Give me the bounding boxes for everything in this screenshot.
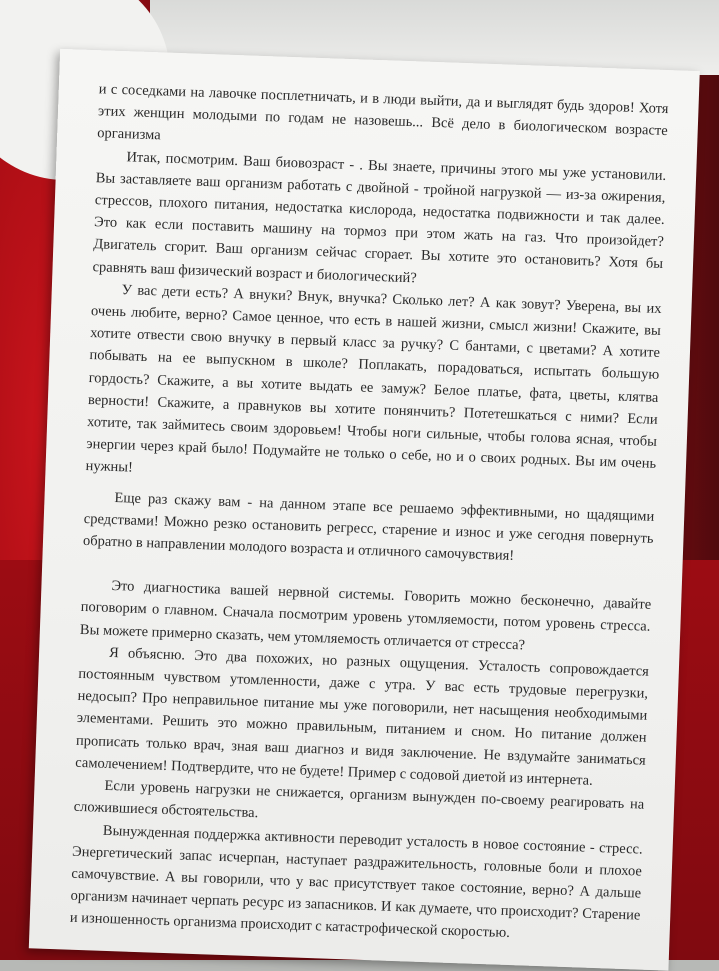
paragraph-2: Итак, посмотрим. Ваш биовозраст - . Вы знаете, причины этого мы уже установили. Вы заставляете ваш организм работать с двойной - тройной нагрузкой — из-за ожирения, стрессов, плохого питания, недостатка кислорода, недостатка подвижности и так далее. Это как если поставить машину на тормоз при этом жать на газ. Что произойдет? Двигатель сгорит. Ваш организм сейчас сгорает. Вы хотите это остановить? Хотя бы сравнять ваш физический возраст и биологический?	[92, 148, 667, 287]
paragraph-5: Это диагностика вашей нервной системы. Говорить можно бесконечно, давайте поговорим о главном. Сначала посмотрим уровень утомляемости, потом уровень стресса. Вы можете примерно сказать, чем утомляемость отличается от стресса?	[79, 578, 652, 654]
paragraph-4: Еще раз скажу вам - на данном этапе все решаемо эффективными, но щадящими средствами! Можно резко остановить регресс, старение и износ и уже сегодня повернуть обратно в направлении молодого возраста и отличного самочувствия!	[82, 489, 655, 565]
paragraph-1: и с соседками на лавочке посплетничать, и в люди выйти, да и выглядят будь здоров! Хотя этих женщин молодыми по годам не назовешь... Всё дело в биологическом возрасте организма	[96, 81, 669, 144]
paragraph-3: У вас дети есть? А внуки? Внук, внучка? Сколько лет? А как зовут? Уверена, вы их очень любите, верно? Самое ценное, что есть в нашей жизни, смысл жизни! Скажите, вы хотите отвести свою внучку в первый класс за ручку? С бантами, с цветами? А хотите побывать на ее выпускном в школе? Поплакать, порадоваться, испытать большую гордость? Скажите, а вы хотите выдать ее замуж? Белое платье, фата, цветы, клятва верности! Скажите, а правнуков вы хотите понянчить? Потетешкаться с ними? Если хотите, так займитесь своим здоровьем! Чтобы ноги сильные, чтобы голова ясная, чтобы энергии через край было! Подумайте не только о себе, но и о своих родных. Вы им очень нужны!	[85, 281, 662, 477]
paragraph-8: Вынужденная поддержка активности переводит усталость в новое состояние - стресс. Энергетический запас исчерпан, наступает раздражительность, головные боли и плохое самочувствие. А вы говорили, что у вас присутствует такое состояние, верно? А дальше организм начинает черпать ресурс из запасников. И как думаете, что происходит? Старение и изношенность организма происходит с катастрофической скоростью.	[69, 822, 643, 942]
document-page	[29, 49, 700, 971]
paragraph-7: Если уровень нагрузки не снижается, организм вынужден по-своему реагировать на сложившиеся обстоятельства.	[73, 777, 645, 822]
document-body	[69, 78, 668, 949]
paragraph-6: Я объясню. Это два похожих, но разных ощущения. Усталость сопровождается постоянным чувством утомленности, даже с утра. У вас есть трудовые перегрузки, недосып? Про неправильное питание мы уже поговорили, нет насыщения необходимыми элементами. Решить это можно правильным, питанием и сном. Но питание должен прописать только врач, зная ваш диагноз и видя заключение. Не вздумайте заниматься самолечением! Подтвердите, что не будете! Пример с содовой диетой из интернета.	[75, 644, 650, 789]
